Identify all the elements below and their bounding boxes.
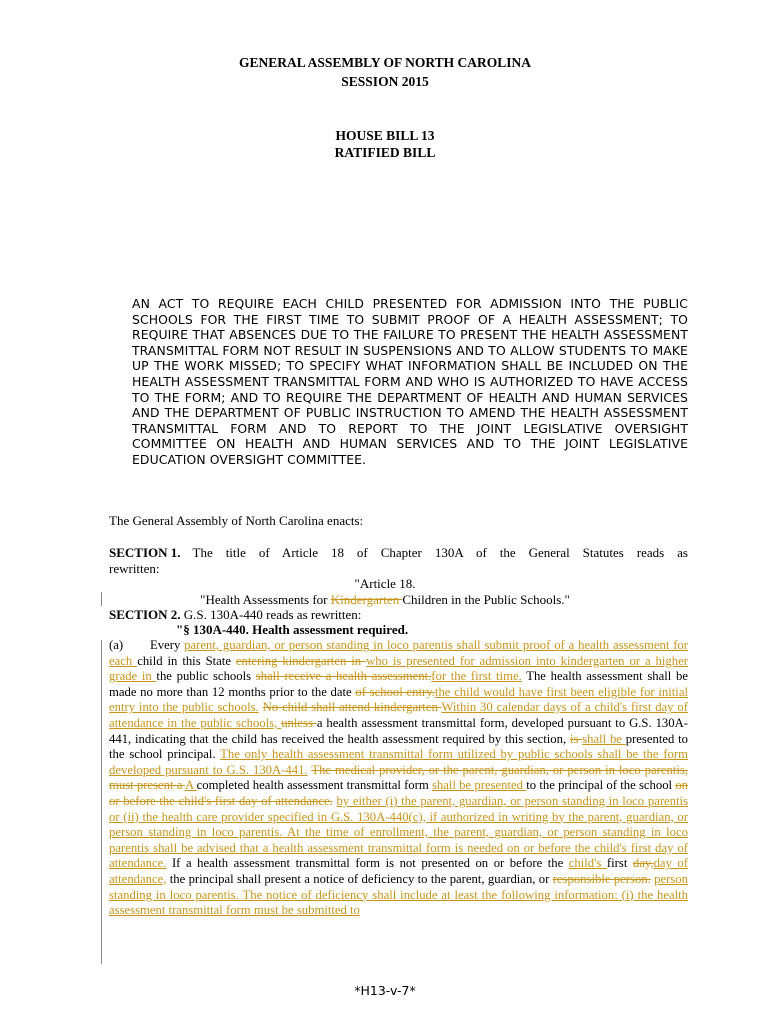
statute-text: completed health assessment transmittal form: [196, 778, 432, 793]
statute-text: (a) Every: [109, 638, 185, 652]
deleted-text: of school entry.: [355, 684, 435, 699]
inserted-text: for the first time.: [431, 669, 522, 684]
statute-text: the principal shall present a notice of deficiency to the parent, guardian, or: [166, 871, 553, 886]
change-bar: [101, 640, 102, 964]
statute-text: a health assessment transmittal form, developed pursuant to G.S. 130A-441, indicating that the child has received the health assessment required by this section,: [109, 715, 689, 746]
inserted-text: The only health assessment transmittal form utilized by public schools shall be the form developed pursuant to G.S. 130A-441.: [109, 747, 688, 777]
deleted-text: No child shall attend kindergarten: [262, 700, 442, 715]
deleted-text: on or before the child's first day of attendance.: [109, 778, 688, 808]
act-title: AN ACT TO REQUIRE EACH CHILD PRESENTED FOR ADMISSION INTO THE PUBLIC SCHOOLS FOR THE FIRST TIME TO SUBMIT PROOF OF A HEALTH ASSESSMENT; TO REQUIRE THAT ABSENCES DUE TO THE FAILURE TO PRESENT THE HEALTH ASSESSMENT TRANSMITTAL FORM NOT RESULT IN SUSPENSIONS AND TO ALLOW STUDENTS TO MAKE UP THE WORK MISSED; TO SPECIFY WHAT INFORMATION SHALL BE INCLUDED ON THE HEALTH ASSESSMENT TRANSMITTAL FORM AND WHO IS AUTHORIZED TO HAVE ACCESS TO THE FORM; AND TO REQUIRE THE DEPARTMENT OF HEALTH AND HUMAN SERVICES AND THE DEPARTMENT OF PUBLIC INSTRUCTION TO AMEND THE HEALTH ASSESSMENT TRANSMITTAL FORM AND TO REPORT TO THE JOINT LEGISLATIVE OVERSIGHT COMMITTEE ON HEALTH AND HUMAN SERVICES AND TO THE JOINT LEGISLATIVE EDUCATION OVERSIGHT COMMITTEE.: [132, 296, 688, 467]
section-2-text: G.S. 130A-440 reads as rewritten:: [183, 607, 362, 622]
section-2-line: [109, 607, 361, 623]
section-1-line: [109, 545, 688, 561]
enacting-clause: The General Assembly of North Carolina enacts:: [109, 513, 364, 528]
section-2-label: SECTION 2.: [109, 607, 181, 622]
section-1-text: The title of Article 18 of Chapter 130A of the General Statutes reads as: [192, 545, 688, 560]
article-number: "Article 18.: [354, 576, 416, 591]
article-title: [0, 592, 770, 608]
inserted-text: by either (i) the parent, guardian, or person standing in loco parentis or (ii) the health care provider specified in G.S. 130A-440(c), if authorized in writing by the parent, guardian, or person standing in loco parentis. At the time of enrollment, the parent, guardian, or person standing in loco parentis shall be advised that a health assessment transmittal form is needed on or before the child's first day of attendance.: [109, 793, 689, 871]
inserted-text: day of attendance,: [109, 856, 689, 886]
inserted-text: who is presented for admission into kindergarten or a higher grade in: [109, 653, 688, 684]
inserted-text: shall be: [582, 731, 626, 746]
bill-status: RATIFIED BILL: [334, 145, 436, 160]
inserted-text: child's: [568, 856, 607, 871]
inserted-text: the child would have first been eligible for initial entry into the public schools.: [109, 684, 688, 715]
statute-text: If a health assessment transmittal form is not presented on or before the: [166, 856, 569, 871]
deleted-text: entering kindergarten in: [235, 653, 367, 668]
session-heading: SESSION 2015: [341, 74, 429, 89]
deleted-text: Kindergarten: [330, 592, 403, 607]
assembly-heading: GENERAL ASSEMBLY OF NORTH CAROLINA: [238, 55, 532, 70]
bill-number: HOUSE BILL 13: [335, 128, 435, 143]
inserted-text: A: [184, 778, 197, 793]
deleted-text: is: [569, 731, 583, 746]
deleted-text: unless: [281, 715, 317, 730]
inserted-text: Within 30 calendar days of a child's first day of attendance in the public schools,: [109, 700, 688, 730]
statute-text: to the principal of the school: [526, 778, 676, 793]
statute-text: child in this State: [137, 653, 236, 668]
deleted-text: shall receive a health assessment.: [255, 669, 432, 684]
deleted-text: day,: [632, 856, 654, 871]
article-title-text: Children in the Public Schools.": [402, 592, 570, 607]
statute-text: the public schools: [156, 669, 256, 684]
inserted-text: parent, guardian, or person standing in loco parentis shall submit proof of a health assessment for each: [109, 638, 688, 668]
deleted-text: The medical provider, or the parent, guardian, or person in loco parentis, must present a: [109, 762, 688, 793]
statute-body: [109, 638, 688, 919]
inserted-text: shall be presented: [431, 778, 527, 793]
statute-text: The health assessment shall be made no more than 12 months prior to the date: [109, 669, 688, 699]
section-1-label: SECTION 1.: [109, 545, 181, 560]
statute-heading: "§ 130A-440. Health assessment required.: [176, 622, 409, 637]
deleted-text: responsible person.: [552, 871, 651, 886]
statute-text: presented to the school principal.: [109, 731, 688, 762]
section-1-continued: rewritten:: [109, 561, 160, 576]
inserted-text: person standing in loco parentis. The notice of deficiency shall include at least the following information: (i) the health assessment transmittal form must be submitted to: [109, 871, 688, 918]
page-footer: *H13-v-7*: [354, 983, 416, 998]
article-title-text: "Health Assessments for: [200, 592, 331, 607]
statute-text: first: [606, 856, 633, 871]
